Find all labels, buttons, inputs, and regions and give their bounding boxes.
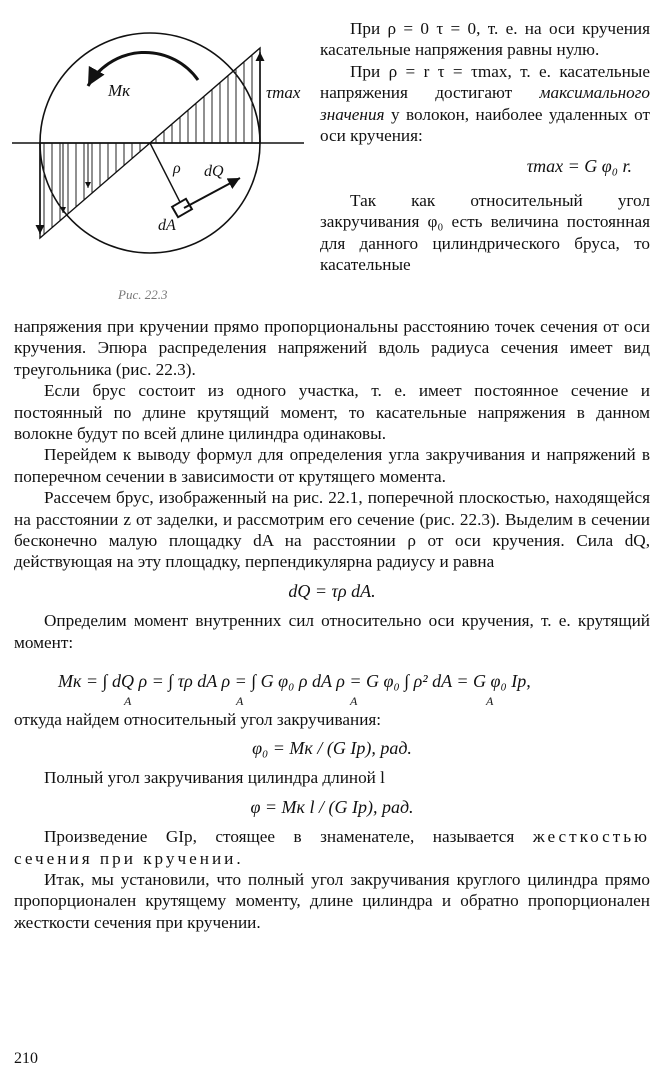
paragraph: напряжения при кручении прямо пропорциональны расстоянию точек сечения от оси кручения. Эпюра распределения напряжений вдоль радиуса сечения имеет вид треугольника (рис. 22.3). [14, 317, 650, 379]
formula-text: Mк = ∫ dQ ρ = ∫ τρ dA ρ = ∫ G φ₀ ρ dA ρ = G φ₀ ∫ ρ² dA = G φ₀ Ip, [58, 671, 531, 692]
integral-limit: A [486, 693, 494, 708]
torque-arc-arrow [88, 52, 198, 86]
formula-tau-max: τmax = G φ₀ r. [526, 156, 632, 177]
formula-phi: φ = Mк l / (G Ip), рад. [250, 796, 414, 817]
label-tau-max: τmax [266, 83, 301, 102]
integral-limit: A [236, 693, 244, 708]
paragraph: Перейдем к выводу формул для определения угла закручивания и напряжений в поперечном сечении в зависимости от крутящего момента. [14, 445, 650, 486]
paragraph: Рассечем брус, изображенный на рис. 22.1, поперечной плоскостью, находящейся на расстоянии z от заделки, и рассмотрим его сечение (рис. 22.3). Выделим в сечении бесконечно малую площадку dA на расстоянии ρ от оси кручения. Сила dQ, действующая на эту площадку, перпендикулярна радиусу и равна [14, 488, 650, 572]
label-dQ: dQ [204, 163, 224, 180]
paragraph: откуда найдем относительный угол закручивания: [14, 709, 382, 729]
formula-dQ: dQ = τρ dA. [288, 580, 376, 601]
body-text [14, 316, 650, 933]
paragraph: Итак, мы установили, что полный угол закручивания круглого цилиндра прямо пропорционален крутящему моменту, длине цилиндра и обратно пропорционален жесткости сечения при кручении. [14, 869, 650, 932]
figure-caption: Рис. 22.3 [118, 287, 168, 302]
element-dA [172, 199, 192, 217]
label-rho: ρ [173, 160, 181, 177]
spaced-term: жесткостью сечения при кручении. [14, 827, 650, 868]
paragraph: При ρ = 0 τ = 0, т. е. на оси кручения касательные напряжения равны нулю. [320, 19, 650, 60]
paragraph: Полный угол закручивания цилиндра длиной l [44, 768, 385, 788]
right-column-text [320, 18, 650, 275]
paragraph [320, 61, 650, 147]
paragraph-text: у волокон, наиболее удаленных от оси кручения: [320, 104, 651, 146]
emphasis-text: максимального значения [320, 83, 650, 124]
paragraph [14, 826, 650, 869]
label-torque: Mк [108, 81, 131, 100]
formula-phi0: φ₀ = Mк / (G Ip), рад. [252, 737, 412, 758]
paragraph: Так как относительный угол закручивания φ₀ есть величина постоянная для данного цилиндрического бруса, то касательные [320, 190, 650, 275]
force-dQ-arrow [184, 178, 240, 208]
page-number: 210 [14, 1050, 38, 1067]
label-dA: dA [158, 217, 176, 234]
formula-torque-integral [58, 671, 650, 708]
stress-triangle-left [40, 143, 150, 238]
integral-limit: A [350, 693, 358, 708]
paragraph-text: Произведение GIp, стоящее в знаменателе, называется [44, 827, 515, 847]
paragraph: Определим момент внутренних сил относительно оси кручения, т. е. крутящий момент: [14, 611, 650, 652]
paragraph-text: При ρ = r τ = τmax, т. е. касательные напряжения достигают [320, 61, 650, 103]
integral-limit: A [124, 693, 132, 708]
torsion-stress-diagram [8, 8, 308, 308]
stress-triangle-right [150, 48, 260, 143]
paragraph: Если брус состоит из одного участка, т. е. имеет постоянное сечение и постоянный по длине крутящий момент, то касательные напряжения в данном волокне будут по всей длине цилиндра одинаковы. [14, 381, 650, 444]
